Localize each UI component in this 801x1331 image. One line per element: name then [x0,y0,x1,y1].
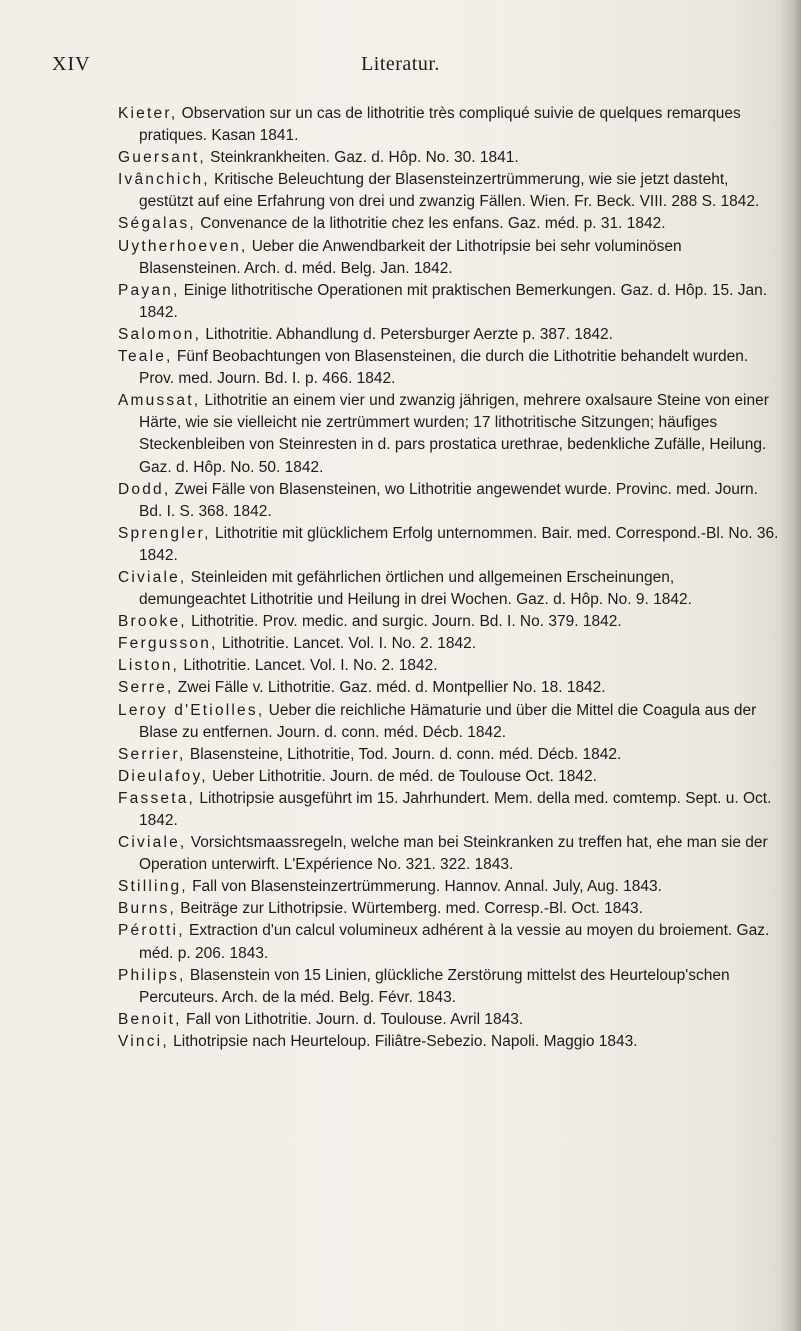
bibliography-entry [118,280,784,324]
bibliography-entry [118,898,784,920]
bibliography-entry [118,213,784,235]
entry-text: Ueber Lithotritie. Journ. de méd. de Toulouse Oct. 1842. [207,767,597,785]
entry-author: Burns, [118,900,176,918]
bibliography-entry [118,832,784,876]
bibliography-entry [118,965,784,1009]
entry-author: Salomon, [118,325,202,343]
entry-author: Fasseta, [118,789,196,807]
bibliography-entry [118,677,784,699]
entry-text: Lithotripsie nach Heurteloup. Filiâtre-Sebezio. Napoli. Maggio 1843. [168,1032,638,1050]
entry-text: Fall von Lithotritie. Journ. d. Toulouse. Avril 1843. [181,1010,524,1028]
bibliography-entry [118,479,784,523]
bibliography-entry [118,744,784,766]
entry-text: Lithotritie. Lancet. Vol. I. No. 2. 1842. [179,657,438,675]
bibliography-entry [118,1009,784,1031]
entry-text: Zwei Fälle v. Lithotritie. Gaz. méd. d. Montpellier No. 18. 1842. [173,679,606,697]
entry-text: Lithotritie. Lancet. Vol. I. No. 2. 1842. [217,635,477,653]
entry-author: Dieulafoy, [118,767,208,785]
entry-text: Ueber die Anwendbarkeit der Lithotripsie bei sehr voluminösen Blasensteinen. Arch. d. méd. Belg. Jan. 1842. [139,237,682,277]
entry-author: Dodd, [118,480,171,498]
running-title: Literatur. [361,53,440,75]
bibliography-entry [118,655,784,677]
entry-author: Guersant, [118,149,206,167]
entry-author: Stilling, [118,878,188,896]
entry-author: Benoit, [118,1010,182,1028]
bibliography-entry [118,236,784,280]
entry-text: Lithotritie mit glücklichem Erfolg unternommen. Bair. med. Correspond.-Bl. No. 36. 1842. [139,524,779,564]
bibliography-entry [118,700,784,744]
entry-author: Pérotti, [118,922,185,940]
entry-author: Vinci, [118,1032,169,1050]
bibliography-entry [118,1031,784,1053]
bibliography-entry [118,523,784,567]
bibliography-entry [118,788,784,832]
bibliography-list [118,103,784,1053]
page-number: XIV [52,53,91,75]
entry-author: Teale, [118,348,173,366]
bibliography-entry [118,147,784,169]
entry-author: Sprengler, [118,524,211,542]
entry-text: Fünf Beobachtungen von Blasensteinen, die durch die Lithotritie behandelt wurden. Prov. med. Journ. Bd. I. p. 466. 1842. [139,348,749,388]
bibliography-entry [118,103,784,147]
entry-text: Zwei Fälle von Blasensteinen, wo Lithotritie angewendet wurde. Provinc. med. Journ. Bd. I. S. 368. 1842. [139,480,758,520]
entry-author: Amussat, [118,392,201,410]
entry-text: Kritische Beleuchtung der Blasensteinzertrümmerung, wie sie jetzt dasteht, gestützt auf eine Erfahrung von drei und zwanzig Fällen. Wien. Fr. Beck. VIII. 288 S. 1842. [139,171,760,211]
entry-author: Fergusson, [118,635,218,653]
entry-text: Steinkrankheiten. Gaz. d. Hôp. No. 30. 1841. [205,149,519,167]
bibliography-entry [118,633,784,655]
entry-text: Beiträge zur Lithotripsie. Würtemberg. med. Corresp.-Bl. Oct. 1843. [176,900,643,918]
entry-text: Lithotritie an einem vier und zwanzig jährigen, mehrere oxalsaure Steine von einer Härte, wie sie vielleicht nie zertrümmert wurden; 17 lithotritische Sitzungen; häufiges Steckenbleiben von Steinresten in d. pars prostatica urethrae, bedenkliche Zufälle, Heilung. Gaz. d. Hôp. No. 50. 1842. [139,392,769,476]
bibliography-entry [118,766,784,788]
entry-text: Lithotritie. Prov. medic. and surgic. Journ. Bd. I. No. 379. 1842. [186,613,622,631]
entry-text: Ueber die reichliche Hämaturie und über die Mittel die Coagula aus der Blase zu entfernen. Journ. d. conn. méd. Décb. 1842. [139,701,757,741]
entry-author: Philips, [118,966,186,984]
entry-author: Serrier, [118,745,186,763]
bibliography-entry [118,169,784,213]
entry-author: Serre, [118,679,174,697]
entry-text: Blasensteine, Lithotritie, Tod. Journ. d. conn. méd. Décb. 1842. [185,745,622,763]
entry-text: Observation sur un cas de lithotritie très compliqué suivie de quelques remarques pratiques. Kasan 1841. [139,105,741,145]
entry-author: Liston, [118,657,180,675]
bibliography-entry [118,346,784,390]
entry-text: Blasenstein von 15 Linien, glückliche Zerstörung mittelst des Heurteloup'schen Percuteurs. Arch. de la méd. Belg. Févr. 1843. [139,966,730,1006]
entry-author: Brooke, [118,613,187,631]
bibliography-entry [118,324,784,346]
entry-author: Uytherhoeven, [118,237,248,255]
entry-author: Civiale, [118,834,187,852]
entry-text: Fall von Blasensteinzertrümmerung. Hannov. Annal. July, Aug. 1843. [187,878,662,896]
entry-author: Payan, [118,281,180,299]
entry-text: Lithotritie. Abhandlung d. Petersburger Aerzte p. 387. 1842. [201,325,613,343]
entry-text: Steinleiden mit gefährlichen örtlichen und allgemeinen Erscheinungen, demungeachtet Lithotritie und Heilung in drei Wochen. Gaz. d. Hôp. No. 9. 1842. [139,568,692,609]
entry-text: Lithotripsie ausgeführt im 15. Jahrhundert. Mem. della med. comtemp. Sept. u. Oct. 1842. [139,789,772,829]
entry-author: Ivânchich, [118,171,210,189]
page-header [0,53,801,79]
entry-text: Extraction d'un calcul volumineux adhérent à la vessie au moyen du broiement. Gaz. méd. p. 206. 1843. [139,922,770,962]
entry-author: Civiale, [118,568,187,586]
entry-text: Einige lithotritische Operationen mit praktischen Bemerkungen. Gaz. d. Hôp. 15. Jan. 1842. [139,281,768,321]
entry-author: Leroy d'Etiolles, [118,701,265,719]
bibliography-entry [118,611,784,633]
entry-text: Vorsichtsmaassregeln, welche man bei Steinkranken zu treffen hat, ehe man sie der Operation unterwirft. L'Expérience No. 321. 322. 1843. [139,834,768,874]
bibliography-entry [118,390,784,478]
entry-text: Convenance de la lithotritie chez les enfans. Gaz. méd. p. 31. 1842. [195,215,666,233]
entry-author: Ségalas, [118,215,196,233]
entry-author: Kieter, [118,105,178,122]
bibliography-entry [118,876,784,898]
bibliography-entry [118,567,784,611]
bibliography-entry [118,920,784,964]
